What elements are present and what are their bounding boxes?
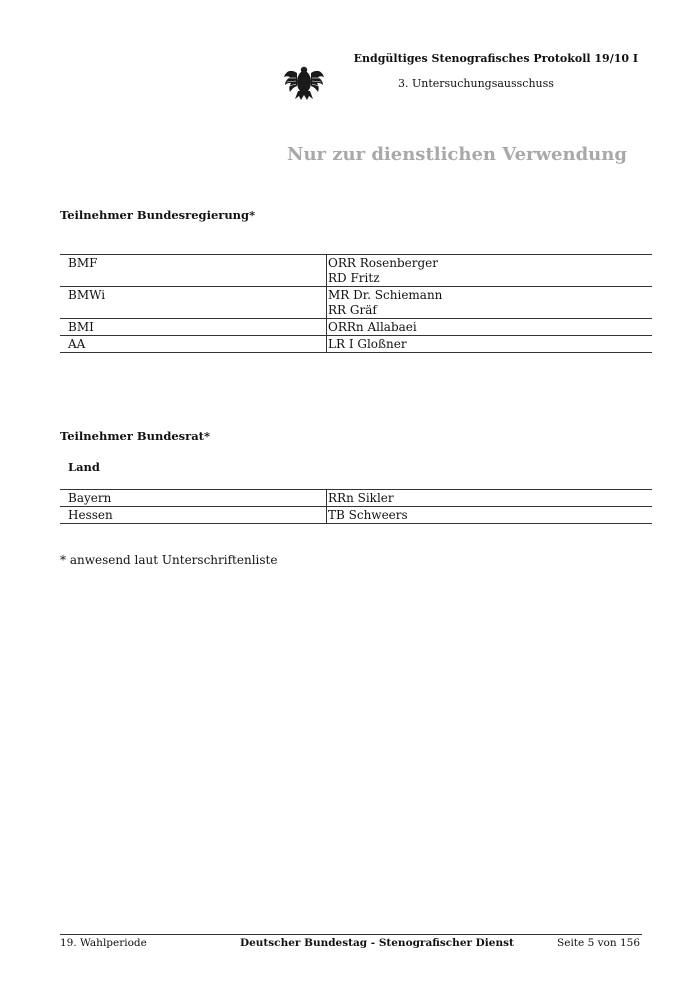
committee-name: 3. Untersuchungsausschuss [398, 77, 554, 90]
government-participants-table [60, 254, 652, 353]
participant-name: TB Schweers [327, 507, 653, 524]
protocol-title: Endgültiges Stenografisches Protokoll 19/10 I [353, 52, 638, 65]
government-section-heading: Teilnehmer Bundesregierung* [60, 208, 256, 222]
names-cell [327, 319, 653, 336]
table-row [60, 490, 652, 507]
table-row [60, 336, 652, 353]
ministry-cell: BMI [68, 320, 94, 334]
participant-name: RR Gräf [328, 303, 377, 317]
ministry-cell: BMF [68, 256, 98, 270]
names-cell [327, 287, 653, 319]
footer-legislative-period: 19. Wahlperiode [60, 937, 147, 949]
participant-name: MR Dr. Schiemann [328, 288, 443, 302]
names-cell [327, 255, 653, 287]
participant-name: RRn Sikler [327, 490, 653, 507]
bundesrat-participants-table [60, 489, 652, 524]
footer-page-number: Seite 5 von 156 [557, 937, 640, 949]
classification-watermark: Nur zur dienstlichen Verwendung [287, 144, 627, 165]
footer-divider [60, 934, 642, 935]
bundestag-eagle-icon [283, 65, 325, 101]
participant-name: ORRn Allabaei [328, 320, 417, 334]
ministry-cell: AA [68, 337, 86, 351]
names-cell [327, 336, 653, 353]
participant-name: LR I Gloßner [328, 337, 407, 351]
attendance-footnote: * anwesend laut Unterschriftenliste [60, 553, 278, 567]
bundesrat-section-heading: Teilnehmer Bundesrat* [60, 429, 210, 443]
table-row [60, 255, 652, 287]
table-row [60, 287, 652, 319]
participant-name: RD Fritz [328, 271, 380, 285]
participant-name: ORR Rosenberger [328, 256, 439, 270]
land-cell: Hessen [68, 508, 113, 522]
footer-publisher: Deutscher Bundestag - Stenografischer Dienst [240, 937, 514, 949]
table-row [60, 507, 652, 524]
ministry-cell: BMWi [68, 288, 106, 302]
table-row [60, 319, 652, 336]
land-cell: Bayern [68, 491, 112, 505]
land-subheading: Land [68, 460, 100, 474]
